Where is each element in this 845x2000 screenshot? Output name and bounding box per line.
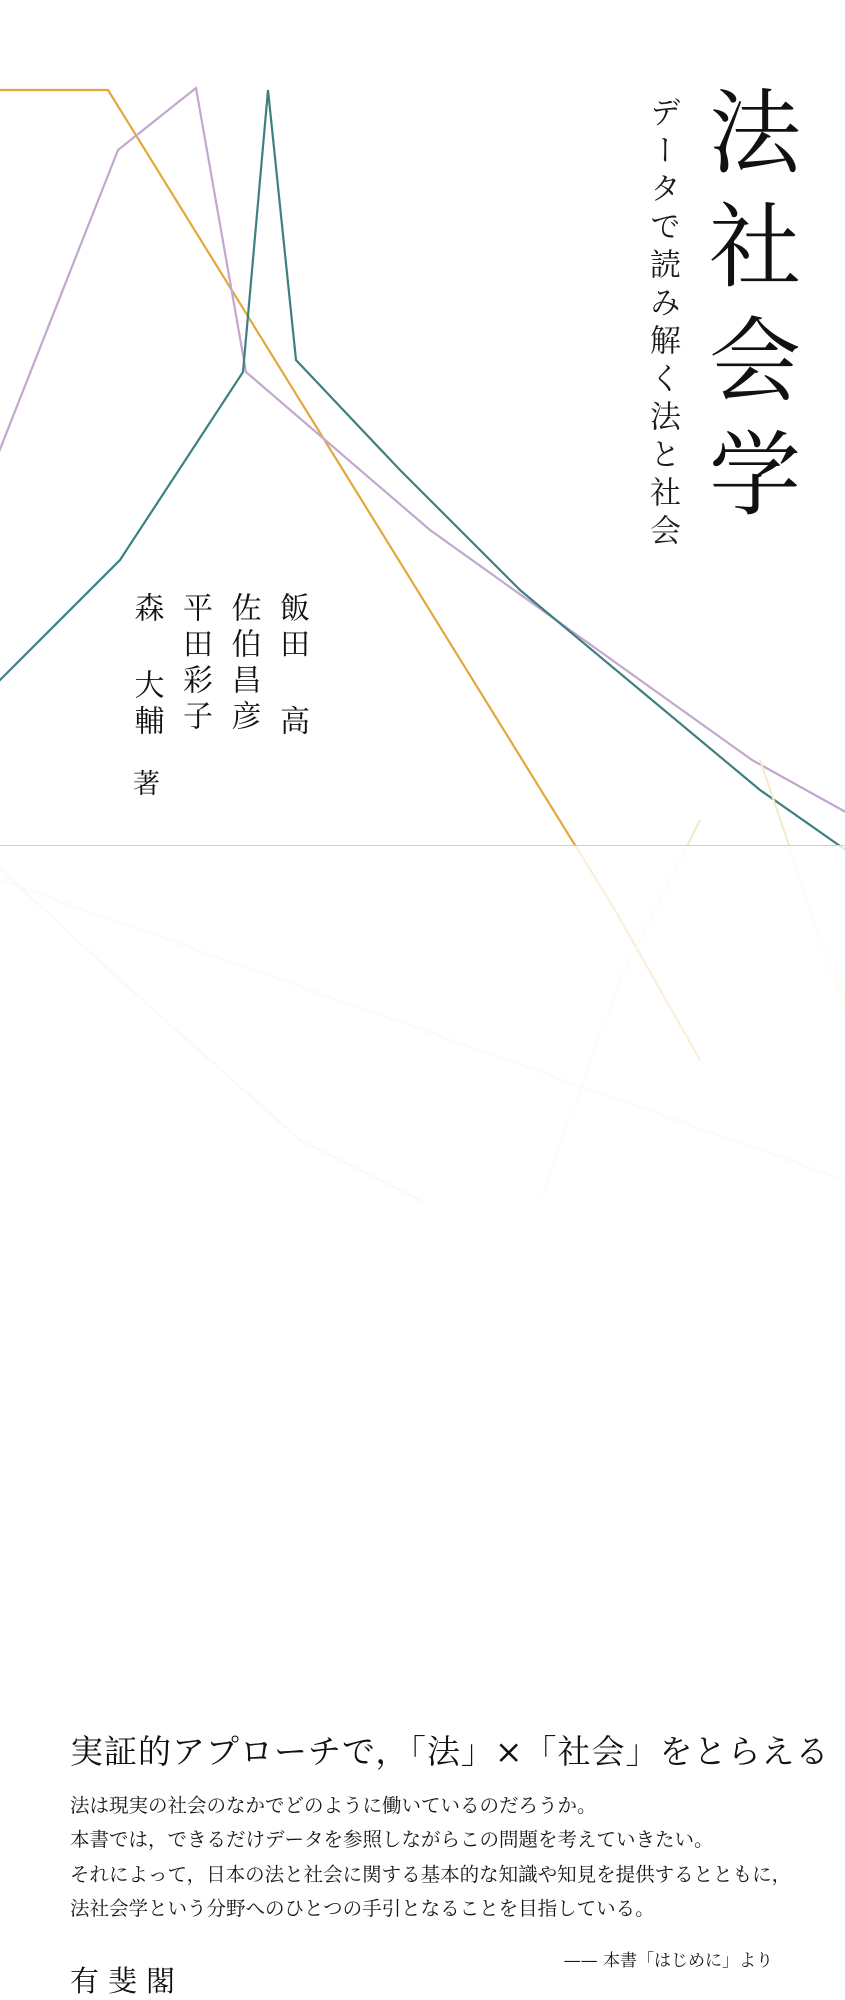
publisher-name: 有斐閣 — [70, 1964, 185, 1998]
blurb-line: 法は現実の社会のなかでどのように働いているのだろうか。 — [70, 1794, 597, 1817]
band-catchphrase: 実証的アプローチで，「法」×「社会」をとらえる — [70, 1732, 830, 1771]
author-name: 平田彩子 — [177, 592, 212, 736]
author-name: 飯田 高 — [274, 592, 309, 741]
blurb-source: —— 本書「はじめに」より — [563, 1951, 773, 1971]
blurb-line: 本書では，できるだけデータを参照しながらこの問題を考えていきたい。 — [70, 1828, 714, 1852]
author-list — [128, 592, 308, 741]
page-title: 法社会学 — [694, 84, 801, 540]
author-name: 佐伯昌彦 — [225, 592, 261, 736]
obi-band — [0, 846, 845, 1998]
blurb-line: それによって，日本の法と社会に関する基本的な知識や知見を提供するとともに， — [70, 1862, 792, 1886]
cover-subtitle: データで読み解く法と社会 — [644, 96, 680, 552]
band-blurb — [70, 1789, 791, 1926]
author-role-label: 著 — [133, 769, 160, 800]
blurb-line: 法社会学という分野へのひとつの手引となることを目指している。 — [70, 1896, 655, 1920]
author-name: 森 大輔 — [128, 592, 164, 741]
